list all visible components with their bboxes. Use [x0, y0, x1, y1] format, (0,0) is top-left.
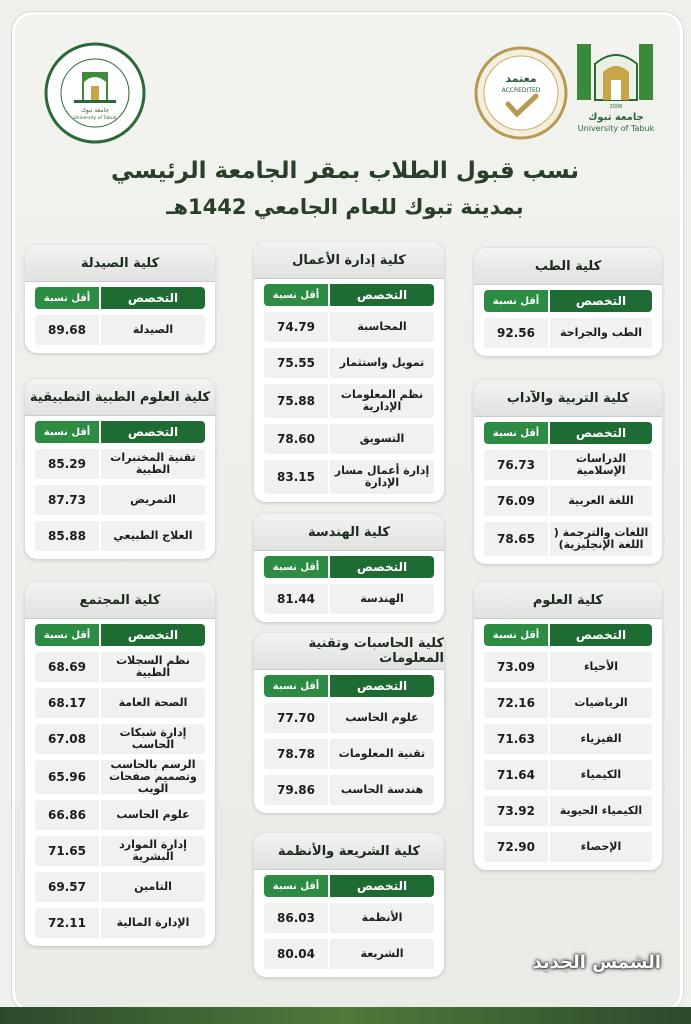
- logo-right-year: 2006: [609, 104, 623, 110]
- specialty-name: الشريعة: [360, 947, 404, 960]
- specialty-name: علوم الحاسب: [345, 711, 419, 724]
- table-row: [35, 800, 205, 830]
- college-name: كلية إدارة الأعمال: [254, 242, 444, 279]
- specialty-name: الرسم بالحاسب وتصميم صفحات الويب: [109, 758, 197, 795]
- table-row: [484, 652, 652, 682]
- specialty-name: الأحياء: [583, 660, 619, 673]
- table-row: [35, 760, 205, 794]
- table-row: [484, 688, 652, 718]
- column-header: [35, 287, 205, 309]
- min-rate-header: أقل نسبة: [35, 421, 99, 443]
- specialty-name: العلاج الطبيعي: [113, 529, 193, 542]
- logo-left-sub-ar: جامعة تبوك: [80, 107, 110, 114]
- college-name: كلية المجتمع: [25, 582, 215, 619]
- specialty-name: الكيمياء الحيوية: [559, 804, 643, 817]
- table-row: [264, 703, 434, 733]
- column-header: [484, 290, 652, 312]
- poster-title-line-2: بمدينة تبوك للعام الجامعي 1442هـ: [166, 195, 524, 219]
- specialty-header: التخصص: [550, 290, 652, 312]
- logo-mid-english: ACCREDITED: [501, 87, 541, 94]
- table-row: [484, 724, 652, 754]
- college-name: كلية الصيدلة: [25, 245, 215, 282]
- specialty-name: الهندسة: [360, 592, 404, 605]
- min-rate-value: 75.55: [264, 348, 330, 378]
- logo-right-arabic: جامعة تبوك: [588, 112, 644, 123]
- specialty-name: الطب والجراحة: [560, 326, 642, 339]
- college-card-applied_medical: [25, 379, 215, 559]
- deanship-admission-logo: [44, 42, 146, 144]
- table-row: [35, 521, 205, 551]
- specialty-header: التخصص: [550, 422, 652, 444]
- table-row: [264, 775, 434, 805]
- min-rate-header: أقل نسبة: [264, 556, 328, 578]
- min-rate-header: أقل نسبة: [35, 624, 99, 646]
- min-rate-value: 78.65: [484, 522, 550, 556]
- college-name: كلية العلوم: [474, 582, 662, 619]
- min-rate-value: 78.78: [264, 739, 330, 769]
- table-row: [35, 688, 205, 718]
- column-header: [264, 556, 434, 578]
- column-header: [35, 421, 205, 443]
- min-rate-value: 73.09: [484, 652, 550, 682]
- min-rate-header: أقل نسبة: [484, 422, 548, 444]
- college-name: كلية التربية والآداب: [474, 380, 662, 417]
- specialty-name: اللغات والترجمة ( اللغة الإنجليزية): [553, 526, 649, 551]
- min-rate-value: 75.88: [264, 384, 330, 418]
- min-rate-value: 72.11: [35, 908, 101, 938]
- logo-right-english: University of Tabuk: [577, 124, 655, 133]
- table-row: [35, 724, 205, 754]
- college-name: كلية الهندسة: [254, 514, 444, 551]
- specialty-name: المحاسبة: [357, 320, 407, 333]
- min-rate-header: أقل نسبة: [484, 624, 548, 646]
- table-row: [484, 522, 652, 556]
- min-rate-header: أقل نسبة: [484, 290, 548, 312]
- specialty-name: اللغة العربية: [568, 494, 634, 507]
- specialty-name: التمريض: [130, 493, 176, 506]
- specialty-name: الإحصاء: [580, 840, 622, 853]
- table-row: [264, 348, 434, 378]
- table-row: [484, 318, 652, 348]
- logo-left-sub-en: University of Tabuk: [73, 116, 117, 121]
- specialty-name: التامين: [134, 880, 172, 893]
- college-card-computing: [254, 633, 444, 813]
- poster-title-line-1: نسب قبول الطلاب بمقر الجامعة الرئيسي: [110, 158, 580, 184]
- table-row: [484, 450, 652, 480]
- min-rate-value: 71.64: [484, 760, 550, 790]
- column-header: [35, 624, 205, 646]
- specialty-name: نظم المعلومات الإدارية: [340, 388, 424, 413]
- min-rate-value: 80.04: [264, 939, 330, 969]
- min-rate-header: أقل نسبة: [35, 287, 99, 309]
- college-card-business: [254, 242, 444, 502]
- table-row: [35, 652, 205, 682]
- specialty-header: التخصص: [330, 556, 434, 578]
- specialty-name: الكيمياء: [580, 768, 622, 781]
- min-rate-value: 87.73: [35, 485, 101, 515]
- college-card-pharmacy: [25, 245, 215, 353]
- table-row: [484, 760, 652, 790]
- specialty-name: الدراسات الإسلامية: [575, 452, 627, 477]
- specialty-name: علوم الحاسب: [116, 808, 190, 821]
- college-name: كلية الشريعة والأنظمة: [254, 833, 444, 870]
- specialty-name: التسويق: [359, 432, 405, 445]
- specialty-header: التخصص: [550, 624, 652, 646]
- column-header: [484, 422, 652, 444]
- min-rate-value: 78.60: [264, 424, 330, 454]
- min-rate-value: 68.69: [35, 652, 101, 682]
- min-rate-value: 65.96: [35, 760, 101, 794]
- specialty-name: الرياضيات: [574, 696, 628, 709]
- college-card-sharia: [254, 833, 444, 977]
- specialty-header: التخصص: [101, 287, 205, 309]
- accredited-seal-logo: [474, 46, 568, 140]
- table-row: [484, 832, 652, 862]
- college-card-medicine: [474, 248, 662, 356]
- specialty-name: نظم السجلات الطبية: [116, 654, 190, 679]
- specialty-header: التخصص: [330, 675, 434, 697]
- min-rate-value: 66.86: [35, 800, 101, 830]
- column-header: [484, 624, 652, 646]
- table-row: [264, 903, 434, 933]
- column-header: [264, 284, 434, 306]
- min-rate-header: أقل نسبة: [264, 875, 328, 897]
- logo-mid-arabic: معتمد: [505, 72, 537, 85]
- specialty-name: الصيدلة: [132, 323, 174, 336]
- table-row: [264, 460, 434, 494]
- min-rate-value: 73.92: [484, 796, 550, 826]
- specialty-header: التخصص: [330, 284, 434, 306]
- table-row: [264, 312, 434, 342]
- table-row: [35, 836, 205, 866]
- column-header: [264, 675, 434, 697]
- specialty-name: تقنية المعلومات: [338, 747, 426, 760]
- college-name: كلية العلوم الطبية التطبيقية: [25, 379, 215, 416]
- min-rate-value: 76.09: [484, 486, 550, 516]
- specialty-header: التخصص: [101, 421, 205, 443]
- college-card-engineering: [254, 514, 444, 622]
- min-rate-value: 81.44: [264, 584, 330, 614]
- table-row: [264, 384, 434, 418]
- college-card-community: [25, 582, 215, 946]
- specialty-header: التخصص: [101, 624, 205, 646]
- column-header: [264, 875, 434, 897]
- table-row: [35, 908, 205, 938]
- college-card-science: [474, 582, 662, 870]
- min-rate-value: 68.17: [35, 688, 101, 718]
- min-rate-value: 76.73: [484, 450, 550, 480]
- min-rate-value: 71.63: [484, 724, 550, 754]
- min-rate-value: 85.88: [35, 521, 101, 551]
- bottom-band: [0, 1007, 691, 1024]
- table-row: [264, 424, 434, 454]
- table-row: [264, 584, 434, 614]
- college-name: كلية الحاسبات وتقنية المعلومات: [254, 633, 444, 670]
- min-rate-value: 79.86: [264, 775, 330, 805]
- min-rate-value: 71.65: [35, 836, 101, 866]
- table-row: [484, 796, 652, 826]
- specialty-name: إدارة الموارد البشرية: [119, 838, 187, 863]
- specialty-name: الفيزياء: [580, 732, 622, 745]
- min-rate-value: 86.03: [264, 903, 330, 933]
- specialty-name: الأنظمة: [361, 911, 403, 924]
- specialty-name: إدارة أعمال مسار الإدارة: [334, 464, 430, 489]
- specialty-name: إدارة شبكات الحاسب: [119, 726, 187, 751]
- min-rate-value: 83.15: [264, 460, 330, 494]
- min-rate-header: أقل نسبة: [264, 284, 328, 306]
- table-row: [484, 486, 652, 516]
- watermark-text: الشمس الجديد: [532, 952, 661, 973]
- min-rate-value: 89.68: [35, 315, 101, 345]
- specialty-name: تمويل واستثمار: [339, 356, 425, 369]
- table-row: [35, 485, 205, 515]
- college-name: كلية الطب: [474, 248, 662, 285]
- min-rate-value: 72.90: [484, 832, 550, 862]
- min-rate-value: 74.79: [264, 312, 330, 342]
- table-row: [35, 449, 205, 479]
- table-row: [264, 939, 434, 969]
- specialty-name: الصحة العامة: [118, 696, 188, 709]
- min-rate-value: 77.70: [264, 703, 330, 733]
- specialty-name: تقنية المختبرات الطبية: [110, 451, 196, 476]
- specialty-name: الإدارة المالية: [116, 916, 190, 929]
- table-row: [35, 315, 205, 345]
- min-rate-value: 92.56: [484, 318, 550, 348]
- specialty-name: هندسة الحاسب: [340, 783, 424, 796]
- min-rate-value: 69.57: [35, 872, 101, 902]
- table-row: [264, 739, 434, 769]
- min-rate-value: 72.16: [484, 688, 550, 718]
- university-of-tabuk-logo: [573, 38, 659, 138]
- min-rate-value: 67.08: [35, 724, 101, 754]
- min-rate-value: 85.29: [35, 449, 101, 479]
- college-card-education: [474, 380, 662, 564]
- min-rate-header: أقل نسبة: [264, 675, 328, 697]
- table-row: [35, 872, 205, 902]
- specialty-header: التخصص: [330, 875, 434, 897]
